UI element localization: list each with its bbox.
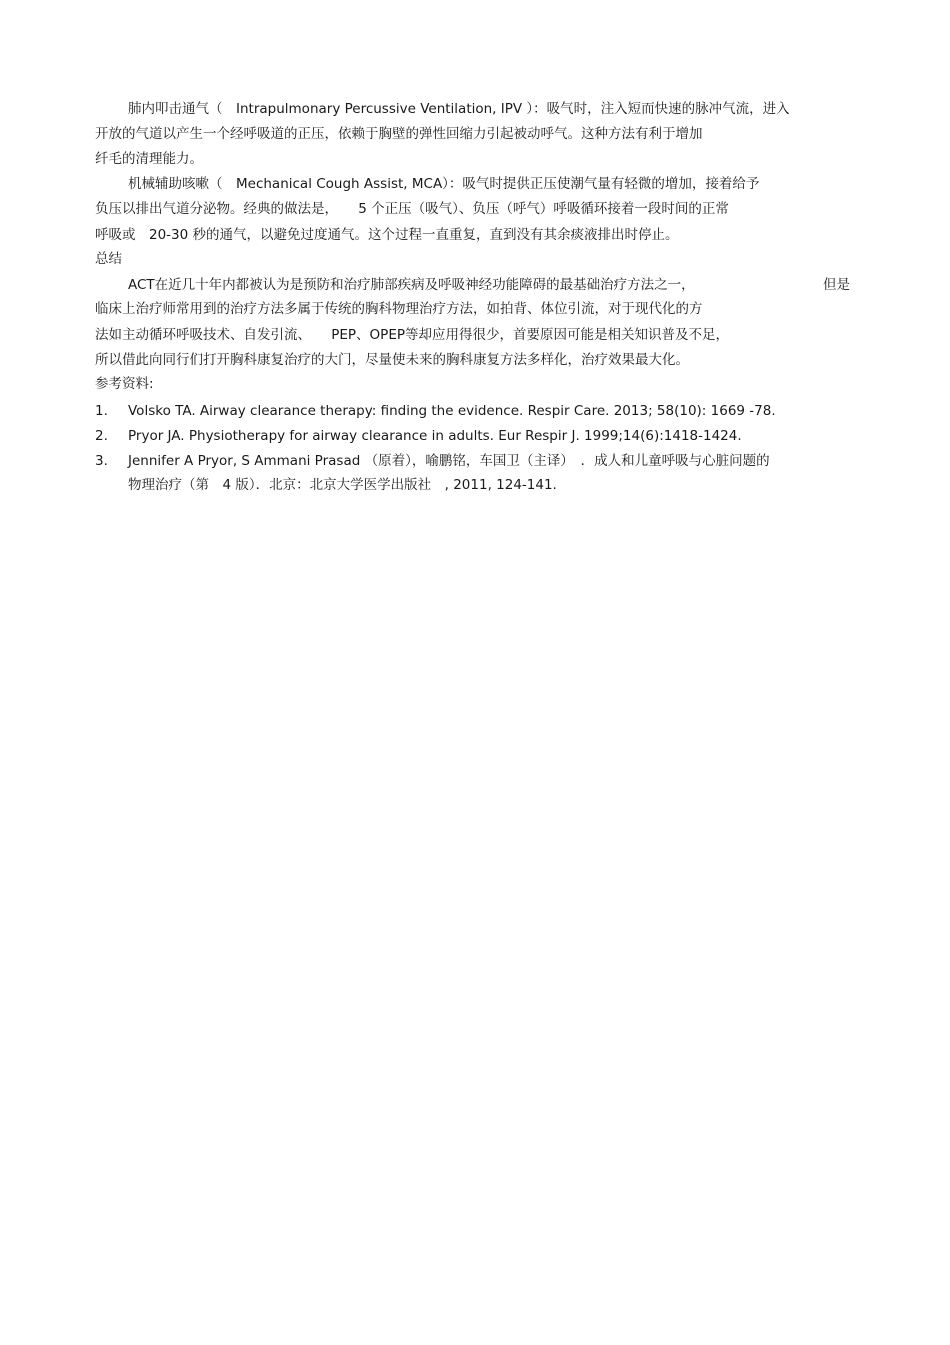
summary-line-4: 所以借此向同行们打开胸科康复治疗的大门，尽量使未来的胸科康复方法多样化，治疗效果最大化。 bbox=[95, 352, 689, 368]
mca-line-2: 负压以排出气道分泌物。经典的做法是， 5 个正压（吸气）、负压（呼气）呼吸循环接着一段时间的正常 bbox=[95, 201, 729, 217]
summary-line-1-end: 但是 bbox=[823, 277, 850, 293]
reference-number: 3. bbox=[95, 453, 108, 469]
summary-heading: 总结 bbox=[95, 251, 122, 267]
ipv-line-3: 纤毛的清理能力。 bbox=[95, 151, 203, 167]
reference-number: 1. bbox=[95, 403, 108, 419]
references-heading: 参考资料: bbox=[95, 376, 154, 392]
summary-line-1: ACT在近几十年内都被认为是预防和治疗肺部疾病及呼吸神经功能障碍的最基础治疗方法之一， bbox=[128, 277, 695, 293]
ipv-line-1: 肺内叩击通气（ Intrapulmonary Percussive Ventilation, IPV ）：吸气时，注入短而快速的脉冲气流，进入 bbox=[128, 101, 790, 117]
ipv-line-2: 开放的气道以产生一个经呼吸道的正压，依赖于胸壁的弹性回缩力引起被动呼气。这种方法有利于增加 bbox=[95, 126, 703, 142]
mca-line-3: 呼吸或 20-30 秒的通气，以避免过度通气。这个过程一直重复，直到没有其余痰液排出时停止。 bbox=[95, 227, 679, 243]
reference-item: Volsko TA. Airway clearance therapy: finding the evidence. Respir Care. 2013; 58(10): 1669 -78. bbox=[128, 403, 776, 419]
summary-line-2: 临床上治疗师常用到的治疗方法多属于传统的胸科物理治疗方法，如拍背、体位引流，对于现代化的方 bbox=[95, 301, 703, 317]
summary-line-3: 法如主动循环呼吸技术、自发引流、 PEP、OPEP等却应用得很少，首要原因可能是相关知识普及不足， bbox=[95, 327, 729, 343]
reference-item: Pryor JA. Physiotherapy for airway clearance in adults. Eur Respir J. 1999;14(6):1418-1424. bbox=[128, 428, 742, 444]
reference-item: Jennifer A Pryor, S Ammani Prasad （原着），喻鹏铭，车国卫（主译） ．成人和儿童呼吸与心脏问题的 bbox=[128, 453, 770, 469]
mca-line-1: 机械辅助咳嗽（ Mechanical Cough Assist, MCA）：吸气时提供正压使潮气量有轻微的增加，接着给予 bbox=[128, 176, 760, 192]
reference-item-continuation: 物理治疗（第 4 版）．北京：北京大学医学出版社 , 2011, 124-141. bbox=[128, 477, 557, 493]
reference-number: 2. bbox=[95, 428, 108, 444]
